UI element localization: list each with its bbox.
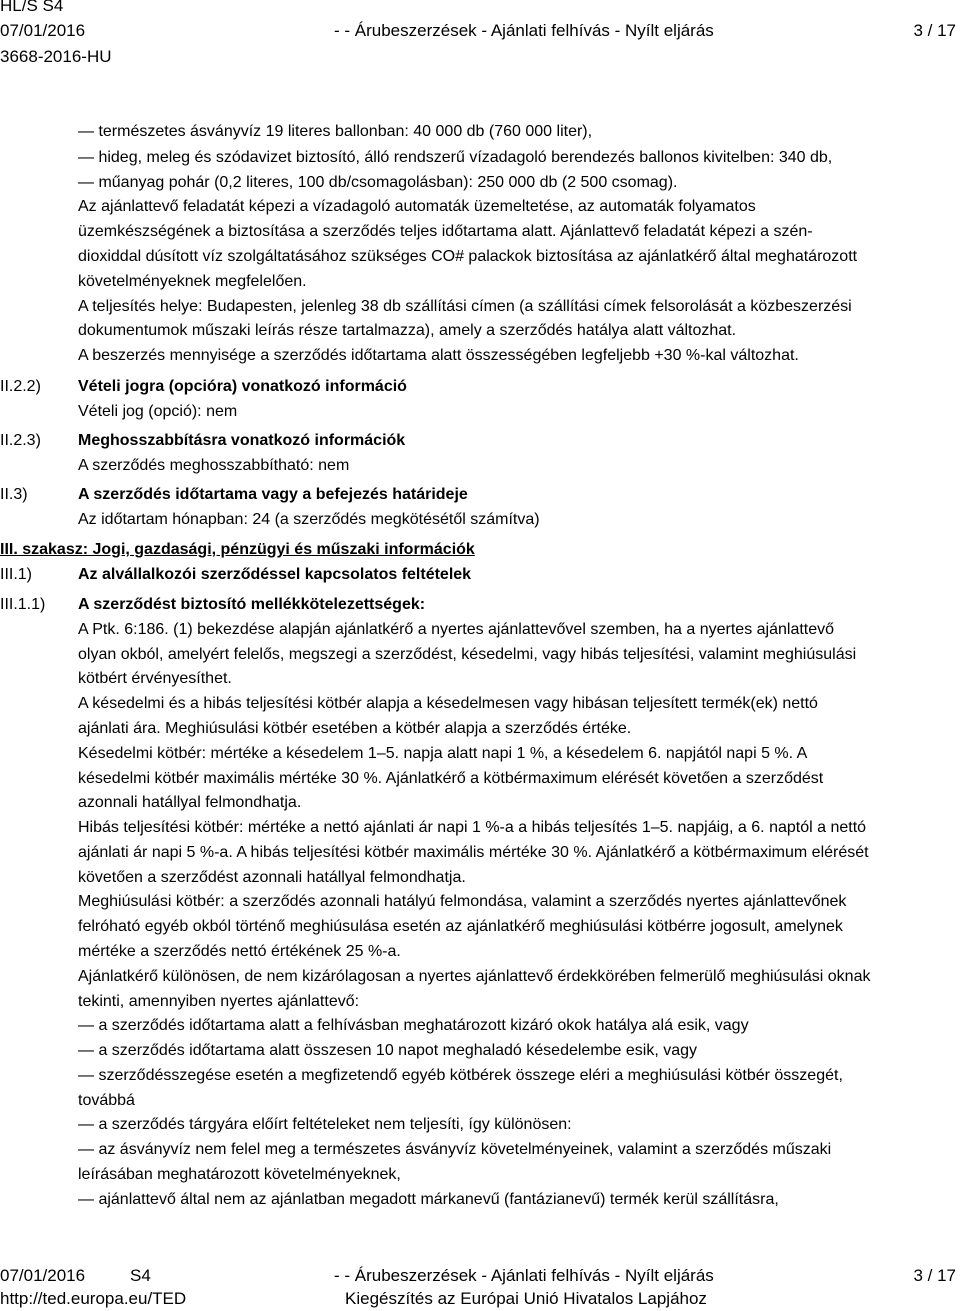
body-line: — műanyag pohár (0,2 literes, 100 db/csomagolásban): 250 000 db (2 500 csomag).	[78, 174, 678, 191]
item-line: A késedelmi és a hibás teljesítési kötbér alapja a késedelmesen vagy hibásan teljesített termék(ek) nettó	[78, 695, 818, 712]
body-line: A teljesítés helye: Budapesten, jelenleg 38 db szállítási címen (a szállítási címek felsorolását a közbeszerzési	[78, 298, 852, 315]
item-line: Ajánlatkérő különösen, de nem kizárólagosan a nyertes ajánlattevő érdekkörében felmerülő meghiúsulási oknak	[78, 968, 871, 985]
item-line: Késedelmi kötbér: mértéke a késedelem 1–5. napja alatt napi 1 %, a késedelem 6. napjától napi 5 %. A	[78, 745, 808, 762]
section-heading: Meghosszabbításra vonatkozó információk	[78, 432, 406, 449]
body-line: dokumentumok műszaki leírás része tartalmazza), amely a szerződés hatálya alatt változhat.	[78, 322, 737, 339]
item-line: mértéke a szerződés nettó értékének 25 %-a.	[78, 943, 401, 960]
item-line: — szerződésszegése esetén a megfizetendő egyéb kötbérek összege eléri a meghiúsulási kötbér összegét,	[78, 1067, 843, 1084]
item-line: tekinti, amennyiben nyertes ajánlattevő:	[78, 993, 360, 1010]
footer-title: - - Árubeszerzések - Ajánlati felhívás - Nyílt eljárás	[334, 1266, 714, 1285]
item-line: felróható egyéb okból történő meghiúsulása esetén az ajánlatkérő meghiúsulási kötbérre jogosult, amelynek	[78, 918, 843, 935]
notice-id: 3668-2016-HU	[0, 47, 112, 66]
item-line: továbbá	[78, 1092, 135, 1109]
item-line: — ajánlattevő által nem az ajánlatban megadott márkanevű (fantázianevű) termék kerül szállításra,	[78, 1191, 779, 1208]
item-line: leírásában meghatározott követelményeknek,	[78, 1166, 401, 1183]
item-line: — a szerződés időtartama alatt összesen 10 napot meghaladó késedelembe esik, vagy	[78, 1042, 698, 1059]
subsection-heading: Az alvállalkozói szerződéssel kapcsolatos feltételek	[78, 566, 472, 583]
doc-code: HL/S S4	[0, 0, 64, 15]
item-line: Hibás teljesítési kötbér: mértéke a nettó ajánlati ár napi 1 %-a a hibás teljesítés 1–5. napjáig, a 6. naptól a nettó	[78, 819, 867, 836]
section-number: II.2.3)	[0, 432, 41, 449]
section-heading: A szerződés időtartama vagy a befejezés határideje	[78, 486, 468, 503]
header-page: 3 / 17	[913, 21, 956, 40]
section-text: Vételi jog (opció): nem	[78, 403, 238, 420]
item-line: követően a szerződést azonnali hatállyal felmondhatja.	[78, 869, 466, 886]
item-line: — a szerződés időtartama alatt a felhívásban meghatározott kizáró okok hatálya alá esik, vagy	[78, 1017, 749, 1034]
item-line: — a szerződés tárgyára előírt feltételeket nem teljesíti, így különösen:	[78, 1116, 572, 1133]
item-line: Meghiúsulási kötbér: a szerződés azonnali hatályú felmondása, valamint a szerződés nyertes ajánlattevőnek	[78, 893, 847, 910]
item-line: ajánlati ára. Meghiúsulási kötbér esetében a kötbér alapja a szerződés értéke.	[78, 720, 632, 737]
footer-date: 07/01/2016	[0, 1266, 86, 1285]
section-heading: Vételi jogra (opcióra) vonatkozó információ	[78, 378, 407, 395]
item-line: azonnali hatállyal felmondhatja.	[78, 794, 302, 811]
body-line: követelményeknek megfelelően.	[78, 273, 307, 290]
section-number: II.2.2)	[0, 378, 41, 395]
item-line: késedelmi kötbér maximális mértéke 30 %. Ajánlatkérő a kötbérmaximum elérését követően a szerződést	[78, 770, 824, 787]
body-line: A beszerzés mennyisége a szerződés időtartama alatt összességében legfeljebb +30 %-kal változhat.	[78, 347, 799, 364]
item-line: — az ásványvíz nem felel meg a természetes ásványvíz követelményeinek, valamint a szerződés műszaki	[78, 1141, 832, 1158]
body-line: — hideg, meleg és szódavizet biztosító, álló rendszerű vízadagoló berendezés ballonos kivitelben: 340 db,	[78, 149, 833, 166]
body-line: üzemkészségének a biztosítása a szerződés teljes időtartama alatt. Ajánlattevő feladatát képezi a szén-	[78, 223, 813, 240]
item-line: ajánlati ár napi 5 %-a. A hibás teljesítési kötbér maximális mértéke 30 %. Ajánlatkérő a kötbérmaximum elérését	[78, 844, 869, 861]
item-heading: A szerződést biztosító mellékkötelezettségek:	[78, 596, 426, 613]
section-number: II.3)	[0, 486, 28, 503]
item-line: kötbért érvényesíthet.	[78, 670, 232, 687]
header-date: 07/01/2016	[0, 21, 86, 40]
footer-publisher: Kiegészítés az Európai Unió Hivatalos Lapjához	[345, 1289, 707, 1308]
section-text: Az időtartam hónapban: 24 (a szerződés megkötésétől számítva)	[78, 511, 540, 528]
footer-url: http://ted.europa.eu/TED	[0, 1289, 187, 1308]
item-line: A Ptk. 6:186. (1) bekezdése alapján ajánlatkérő a nyertes ajánlattevővel szemben, ha a nyertes ajánlattevő	[78, 621, 835, 638]
footer-page: 3 / 17	[913, 1266, 956, 1285]
body-line: dioxiddal dúsított víz szolgáltatásához szükséges CO# palackok biztosítása az ajánlatkérő által meghatározott	[78, 248, 858, 265]
header-title: - - Árubeszerzések - Ajánlati felhívás - Nyílt eljárás	[334, 21, 714, 40]
section-text: A szerződés meghosszabbítható: nem	[78, 457, 350, 474]
footer-series: S4	[130, 1266, 151, 1285]
subsection-number: III.1)	[0, 566, 33, 583]
item-line: olyan okból, amelyért felelős, megszegi a szerződést, késedelmi, vagy hibás teljesítési, valamint meghiúsulási	[78, 646, 857, 663]
item-number: III.1.1)	[0, 596, 46, 613]
part-title: III. szakasz: Jogi, gazdasági, pénzügyi és műszaki információk	[0, 541, 475, 558]
body-line: — természetes ásványvíz 19 literes ballonban: 40 000 db (760 000 liter),	[78, 123, 593, 140]
body-line: Az ajánlattevő feladatát képezi a vízadagoló automaták üzemeltetése, az automaták folyamatos	[78, 198, 756, 215]
